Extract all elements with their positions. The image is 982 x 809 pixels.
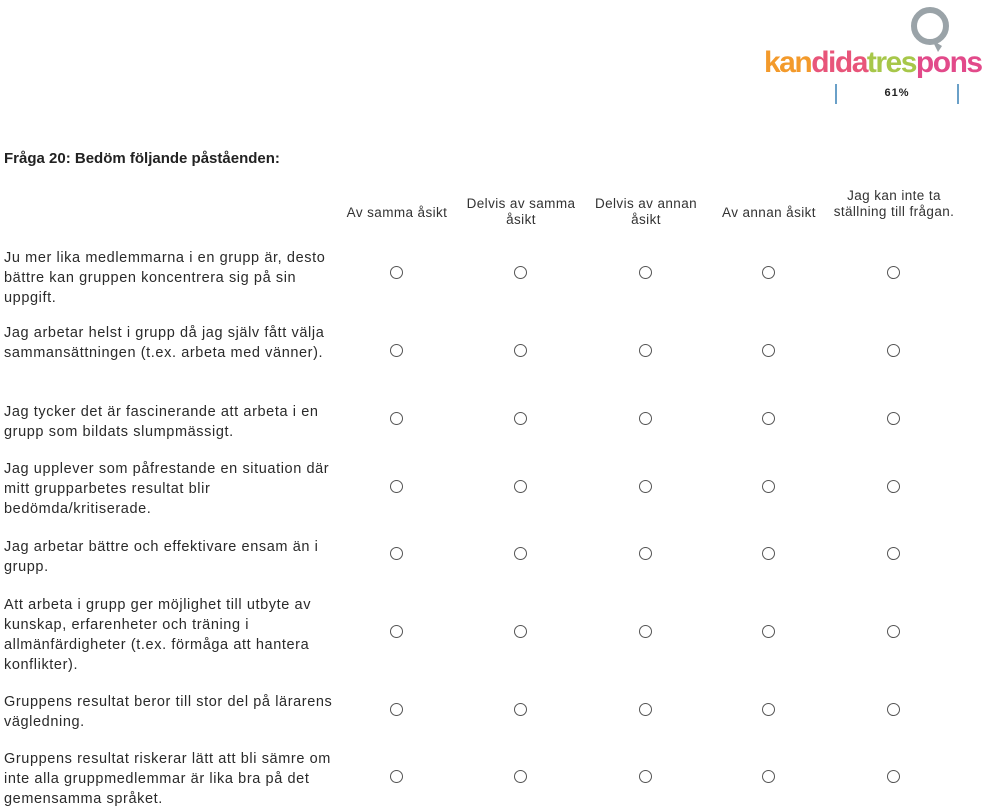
radio-row2-col1[interactable] (390, 344, 403, 357)
progress-bar (835, 84, 959, 104)
statement-label: Jag upplever som påfrestande en situation där mitt grupparbetes resultat blir bedömda/kritiserade. (4, 461, 330, 517)
radio-row8-col2[interactable] (514, 770, 527, 783)
radio-row4-col4[interactable] (762, 480, 775, 493)
radio-row2-col5[interactable] (887, 344, 900, 357)
radio-row4-col1[interactable] (390, 480, 403, 493)
radio-row5-col1[interactable] (390, 547, 403, 560)
radio-row2-col3[interactable] (639, 344, 652, 357)
statement-label: Gruppens resultat riskerar lätt att bli sämre om inte alla gruppmedlemmar är lika bra på det gemensamma språket. (4, 751, 331, 807)
radio-row8-col3[interactable] (639, 770, 652, 783)
radio-row1-col1[interactable] (390, 266, 403, 279)
radio-row6-col1[interactable] (390, 625, 403, 638)
radio-row3-col3[interactable] (639, 412, 652, 425)
radio-row1-col5[interactable] (887, 266, 900, 279)
radio-row7-col4[interactable] (762, 703, 775, 716)
column-header-5: Jag kan inte ta ställning till frågan. (833, 188, 955, 219)
radio-row2-col2[interactable] (514, 344, 527, 357)
logo-wordmark: kandidatrespons (764, 46, 982, 79)
column-header-4: Av annan åsikt (722, 205, 816, 220)
statement-label: Jag arbetar helst i grupp då jag själv fått välja sammansättningen (t.ex. arbeta med vänner). (4, 325, 325, 361)
radio-row4-col2[interactable] (514, 480, 527, 493)
radio-row3-col2[interactable] (514, 412, 527, 425)
radio-row1-col2[interactable] (514, 266, 527, 279)
column-header-2: Delvis av samma åsikt (466, 196, 576, 227)
column-header-3: Delvis av annan åsikt (594, 196, 698, 227)
radio-row5-col5[interactable] (887, 547, 900, 560)
question-title: Fråga 20: Bedöm följande påståenden: (4, 150, 280, 167)
kandidatrespons-logo (760, 6, 982, 86)
statement-label: Ju mer lika medlemmarna i en grupp är, desto bättre kan gruppen koncentrera sig på sin uppgift. (4, 250, 326, 306)
radio-row4-col5[interactable] (887, 480, 900, 493)
radio-row5-col4[interactable] (762, 547, 775, 560)
progress-label: 61% (884, 87, 910, 99)
radio-row6-col3[interactable] (639, 625, 652, 638)
radio-row2-col4[interactable] (762, 344, 775, 357)
radio-row1-col3[interactable] (639, 266, 652, 279)
radio-row6-col4[interactable] (762, 625, 775, 638)
radio-row8-col4[interactable] (762, 770, 775, 783)
radio-row5-col2[interactable] (514, 547, 527, 560)
radio-row6-col2[interactable] (514, 625, 527, 638)
column-header-1: Av samma åsikt (346, 205, 448, 220)
radio-row7-col1[interactable] (390, 703, 403, 716)
statement-label: Gruppens resultat beror till stor del på lärarens vägledning. (4, 694, 333, 730)
statement-label: Jag tycker det är fascinerande att arbeta i en grupp som bildats slumpmässigt. (4, 404, 319, 440)
radio-row5-col3[interactable] (639, 547, 652, 560)
radio-row3-col1[interactable] (390, 412, 403, 425)
radio-row6-col5[interactable] (887, 625, 900, 638)
radio-row3-col5[interactable] (887, 412, 900, 425)
radio-row8-col5[interactable] (887, 770, 900, 783)
radio-row1-col4[interactable] (762, 266, 775, 279)
statement-label: Att arbeta i grupp ger möjlighet till utbyte av kunskap, erfarenheter och träning i allmänfärdigheter (t.ex. förmåga att hantera konflikter). (4, 597, 312, 673)
statement-label: Jag arbetar bättre och effektivare ensam än i grupp. (4, 539, 319, 575)
radio-row7-col3[interactable] (639, 703, 652, 716)
radio-row7-col2[interactable] (514, 703, 527, 716)
radio-row8-col1[interactable] (390, 770, 403, 783)
radio-row4-col3[interactable] (639, 480, 652, 493)
radio-row7-col5[interactable] (887, 703, 900, 716)
radio-row3-col4[interactable] (762, 412, 775, 425)
